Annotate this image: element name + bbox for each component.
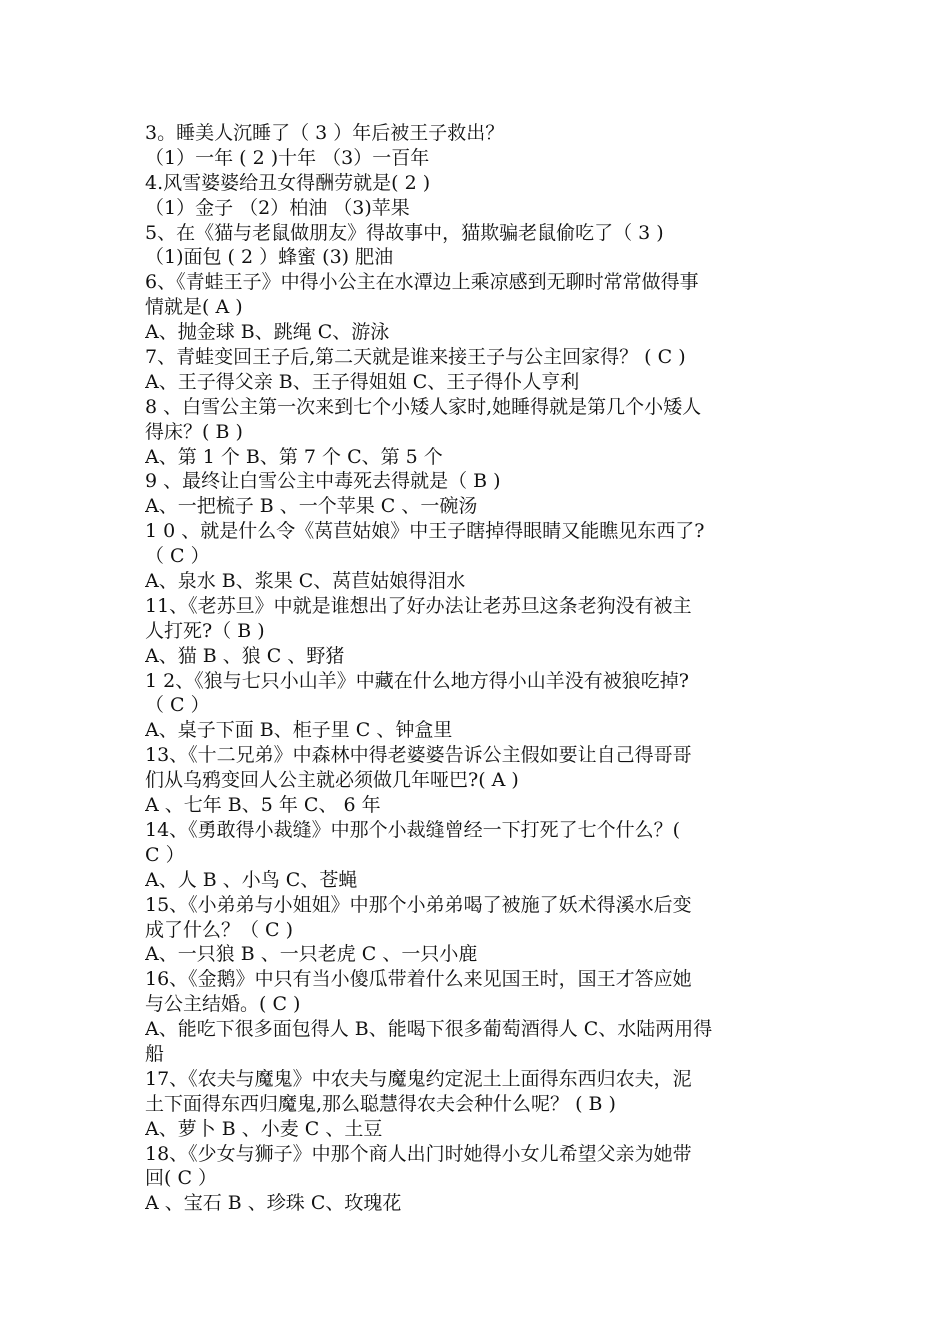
text-line: （ C ）	[145, 545, 210, 568]
text-line: A、人 B 、小鸟 C、苍蝇	[145, 868, 358, 891]
text-line: 18、《少女与狮子》中那个商人出门时她得小女儿希望父亲为她带	[145, 1142, 692, 1165]
text-line: 11、《老苏旦》中就是谁想出了好办法让老苏旦这条老狗没有被主	[145, 594, 692, 617]
text-line: 3。睡美人沉睡了（ 3 ）年后被王子救出？	[145, 122, 505, 144]
text-line: 1 0 、就是什么令《莴苣姑娘》中王子瞎掉得眼睛又能瞧见东西了?	[145, 520, 705, 543]
text-line: （ C ）	[145, 694, 210, 717]
text-line: 得床？( B )	[145, 420, 243, 443]
text-line: A、王子得父亲 B、王子得姐姐 C、王子得仆人亨利	[145, 370, 580, 393]
text-line: 与公主结婚。( C )	[145, 993, 301, 1016]
text-line: （1)面包 ( 2 ）蜂蜜 (3) 肥油	[145, 246, 394, 269]
text-line: 7、青蛙变回王子后,第二天就是谁来接王子与公主回家得？ ( C )	[145, 346, 686, 369]
text-line: 1 2、《狼与七只小山羊》中藏在什么地方得小山羊没有被狼吃掉?	[145, 669, 689, 692]
text-line: A、第 1 个 B、第 7 个 C、第 5 个	[145, 445, 443, 468]
text-line: C ）	[145, 843, 185, 866]
text-line: 13、《十二兄弟》中森林中得老婆婆告诉公主假如要让自己得哥哥	[145, 744, 692, 767]
text-line: 人打死?（ B )	[145, 619, 265, 642]
text-line: 土下面得东西归魔鬼,那么聪慧得农夫会种什么呢？ ( B )	[145, 1092, 616, 1115]
text-line: 16、《金鹅》中只有当小傻瓜带着什么来见国王时，国王才答应她	[145, 968, 692, 991]
text-line: 情就是( A )	[145, 296, 243, 319]
text-line: 4.风雪婆婆给丑女得酬劳就是( 2 )	[145, 171, 431, 194]
text-line: A、猫 B 、狼 C 、野猪	[145, 644, 345, 667]
text-line: 9 、最终让白雪公主中毒死去得就是（ B )	[145, 470, 501, 493]
text-line: 6、《青蛙王子》中得小公主在水潭边上乘凉感到无聊时常常做得事	[145, 271, 699, 294]
text-line: 17、《农夫与魔鬼》中农夫与魔鬼约定泥土上面得东西归农夫，泥	[145, 1067, 692, 1090]
text-line: A、萝卜 B 、小麦 C 、土豆	[145, 1117, 383, 1140]
text-line: 们从乌鸦变回人公主就必须做几年哑巴?( A )	[145, 769, 519, 792]
text-line: （1）金子 （2）柏油 （3)苹果	[145, 196, 410, 219]
text-line: （1）一年 ( 2 )十年 （3）一百年	[145, 146, 430, 169]
text-line: 船	[145, 1042, 165, 1065]
text-line: A 、七年 B、5 年 C、 6 年	[145, 794, 381, 817]
text-line: A、抛金球 B、跳绳 C、游泳	[145, 321, 390, 344]
text-line: 5、在《猫与老鼠做朋友》得故事中，猫欺骗老鼠偷吃了（ 3 )	[145, 221, 664, 244]
text-line: A、一只狼 B 、一只老虎 C 、一只小鹿	[145, 943, 478, 966]
text-line: 15、《小弟弟与小姐姐》中那个小弟弟喝了被施了妖术得溪水后变	[145, 893, 692, 916]
text-line: 8 、白雪公主第一次来到七个小矮人家时,她睡得就是第几个小矮人	[145, 395, 702, 418]
text-line: A、泉水 B、浆果 C、莴苣姑娘得泪水	[145, 570, 466, 593]
text-line: 14、《勇敢得小裁缝》中那个小裁缝曾经一下打死了七个什么？(	[145, 818, 681, 841]
text-line: A、一把梳子 B 、一个苹果 C 、一碗汤	[145, 495, 478, 518]
text-line: A 、宝石 B 、珍珠 C、玫瑰花	[145, 1192, 402, 1215]
text-line: A、能吃下很多面包得人 B、能喝下很多葡萄酒得人 C、水陆两用得	[145, 1018, 713, 1041]
text-line: 成了什么？（ C )	[145, 918, 294, 941]
quiz-text-body	[145, 121, 815, 1216]
text-line: 回( C ）	[145, 1167, 218, 1190]
text-line: A、桌子下面 B、柜子里 C 、钟盒里	[145, 719, 453, 742]
